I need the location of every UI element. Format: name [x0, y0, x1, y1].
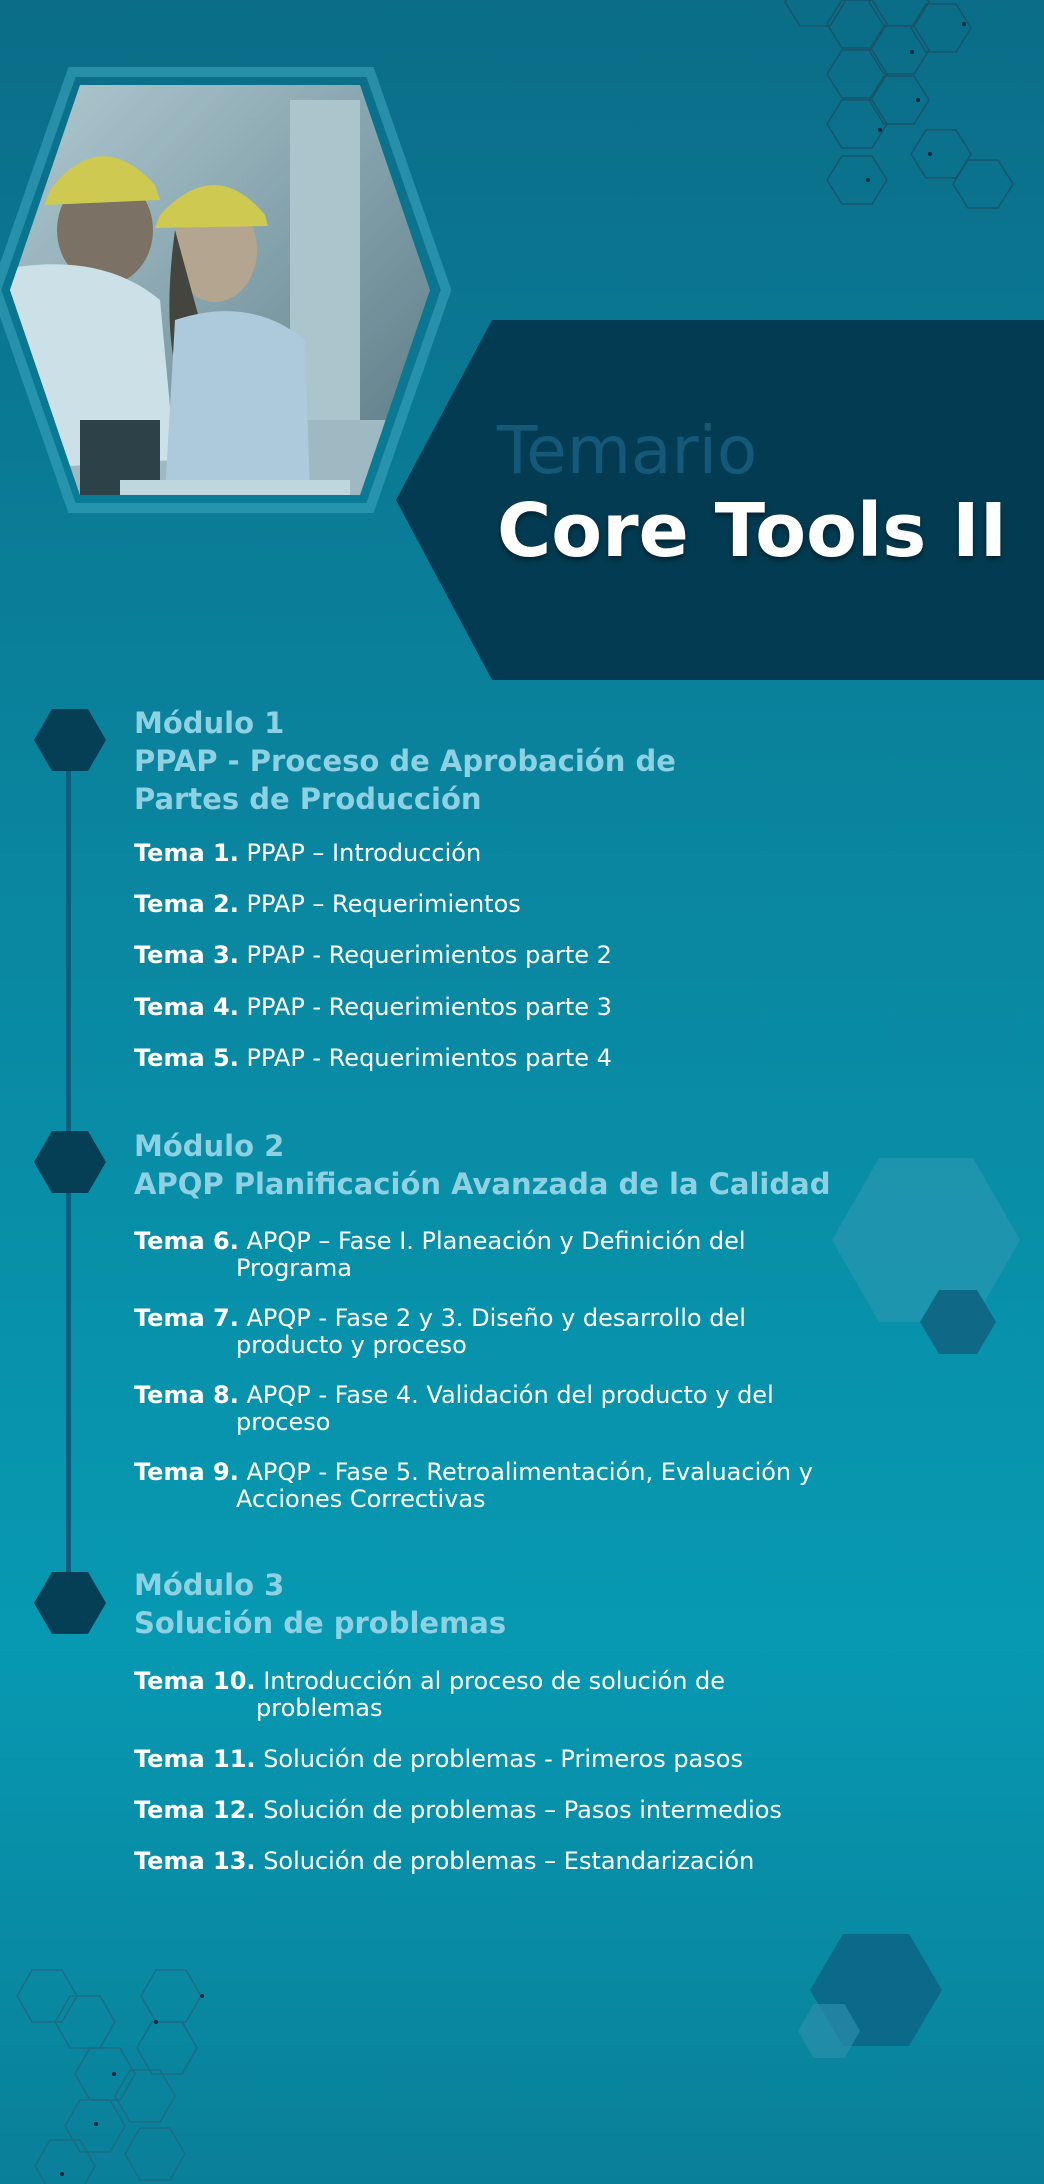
- topic-text: Introducción al proceso de solución de: [263, 1667, 726, 1695]
- topic-number: Tema 11.: [134, 1745, 256, 1773]
- topic-number: Tema 9.: [134, 1458, 239, 1486]
- network-hex-pattern-top: [740, 0, 1044, 250]
- network-hex-pattern-bottom: [0, 1960, 240, 2184]
- topic-item: [134, 942, 834, 969]
- topic-text-continued: Acciones Correctivas: [236, 1485, 486, 1513]
- module-label: Módulo 2: [134, 1129, 285, 1163]
- topic-item: [134, 1797, 834, 1824]
- topic-text-continued: problemas: [256, 1694, 383, 1722]
- topic-text: APQP - Fase 4. Validación del producto y del: [246, 1381, 774, 1409]
- topic-item: [134, 1045, 834, 1072]
- topic-text: Solución de problemas – Estandarización: [263, 1847, 755, 1875]
- module-label: Módulo 3: [134, 1568, 285, 1602]
- module-3-marker: [34, 1572, 106, 1634]
- topic-number: Tema 8.: [134, 1381, 239, 1409]
- topic-item: [134, 1746, 834, 1773]
- module-subtitle: PPAP - Proceso de Aprobación de: [134, 744, 676, 778]
- topic-item: [134, 840, 834, 867]
- topic-number: Tema 6.: [134, 1227, 239, 1255]
- topic-item: [134, 1382, 834, 1436]
- topic-number: Tema 12.: [134, 1796, 256, 1824]
- module-2-heading: [134, 1127, 854, 1203]
- module-3-heading: [134, 1566, 854, 1642]
- topic-text: PPAP - Requerimientos parte 3: [246, 993, 612, 1021]
- topic-item: [134, 1228, 834, 1282]
- engineers-photo: [0, 40, 460, 540]
- topic-number: Tema 7.: [134, 1304, 239, 1332]
- topic-text: PPAP – Introducción: [246, 839, 482, 867]
- module-2-marker: [34, 1131, 106, 1193]
- module-1-heading: [134, 704, 854, 818]
- topic-text: PPAP - Requerimientos parte 4: [246, 1044, 612, 1072]
- topic-text: PPAP – Requerimientos: [246, 890, 521, 918]
- module-subtitle: Partes de Producción: [134, 782, 482, 816]
- topic-text: APQP - Fase 2 y 3. Diseño y desarrollo del: [246, 1304, 746, 1332]
- module-1-marker: [34, 709, 106, 771]
- topic-number: Tema 2.: [134, 890, 239, 918]
- topic-item: [134, 994, 834, 1021]
- topic-number: Tema 10.: [134, 1667, 256, 1695]
- topic-item: [134, 1305, 834, 1359]
- page-subtitle: Temario: [497, 412, 758, 489]
- topic-text-continued: proceso: [236, 1408, 331, 1436]
- topic-text: PPAP - Requerimientos parte 2: [246, 941, 612, 969]
- module-subtitle: Solución de problemas: [134, 1606, 507, 1640]
- topic-number: Tema 5.: [134, 1044, 239, 1072]
- topic-item: [134, 1848, 834, 1875]
- topic-number: Tema 13.: [134, 1847, 256, 1875]
- decorative-hexagon: [832, 1158, 1020, 1322]
- topic-number: Tema 1.: [134, 839, 239, 867]
- topic-item: [134, 1668, 834, 1722]
- topic-number: Tema 4.: [134, 993, 239, 1021]
- topic-text: Solución de problemas – Pasos intermedios: [263, 1796, 782, 1824]
- topic-item: [134, 891, 834, 918]
- topic-item: [134, 1459, 834, 1513]
- topic-text: Solución de problemas - Primeros pasos: [263, 1745, 743, 1773]
- topic-text-continued: Programa: [236, 1254, 352, 1282]
- topic-text: APQP – Fase I. Planeación y Definición del: [246, 1227, 746, 1255]
- topic-text-continued: producto y proceso: [236, 1331, 467, 1359]
- page-title: Core Tools II: [497, 488, 1008, 574]
- topic-text: APQP - Fase 5. Retroalimentación, Evaluación y: [246, 1458, 813, 1486]
- module-subtitle: APQP Planificación Avanzada de la Calidad: [134, 1167, 831, 1201]
- module-label: Módulo 1: [134, 706, 285, 740]
- topic-number: Tema 3.: [134, 941, 239, 969]
